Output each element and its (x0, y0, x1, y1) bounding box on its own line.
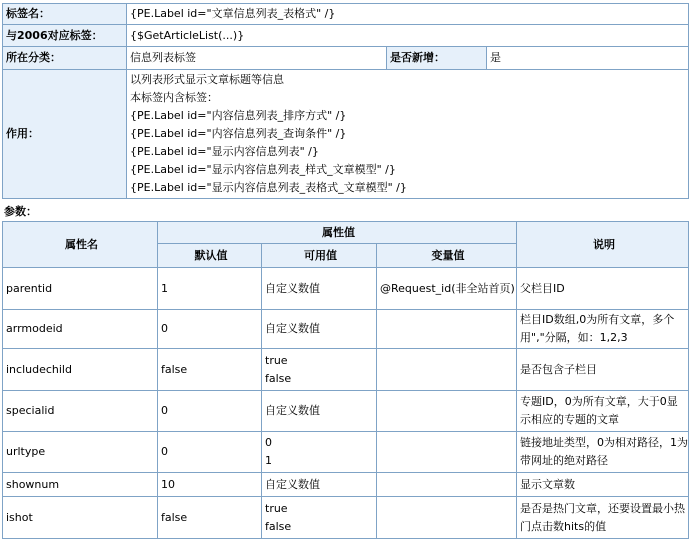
param-available (262, 349, 377, 391)
purpose-value (127, 70, 689, 199)
purpose-line: {PE.Label id="内容信息列表_查询条件" /} (130, 127, 347, 140)
param-description: 栏目ID数组,0为所有文章，多个用","分隔，如：1,2,3 (517, 310, 689, 349)
param-default: 0 (158, 310, 262, 349)
param-available (262, 268, 377, 310)
category-value: 信息列表标签 (127, 47, 387, 70)
available-option: true (265, 353, 288, 367)
available-option: true (265, 501, 288, 515)
available-option: 0 (265, 436, 272, 449)
purpose-label: 作用： (3, 70, 127, 199)
purpose-line: {PE.Label id="内容信息列表_排序方式" /} (130, 109, 347, 122)
param-name: urltype (3, 432, 158, 473)
param-default: false (158, 497, 262, 539)
params-table (2, 221, 689, 539)
param-variable: @Request_id(非全站首页) (377, 268, 517, 310)
tag-name-label: 标签名： (3, 4, 127, 25)
table-row (3, 497, 689, 539)
table-row (3, 349, 689, 391)
header-variable-value: 变量值 (377, 244, 517, 268)
param-available (262, 432, 377, 473)
legacy-tag-value: {$GetArticleList(...)} (127, 25, 689, 47)
purpose-line: {PE.Label id="显示内容信息列表" /} (130, 145, 319, 158)
param-variable (377, 473, 517, 497)
param-variable (377, 310, 517, 349)
table-row (3, 432, 689, 473)
purpose-line: {PE.Label id="显示内容信息列表_表格式_文章模型" /} (130, 181, 407, 194)
header-attr-value: 属性值 (158, 222, 517, 244)
table-row (3, 310, 689, 349)
header-default-value: 默认值 (158, 244, 262, 268)
is-new-label: 是否新增： (387, 47, 487, 70)
param-variable (377, 349, 517, 391)
param-variable (377, 391, 517, 432)
legacy-tag-label: 与2006对应标签： (3, 25, 127, 47)
param-name: arrmodeid (3, 310, 158, 349)
param-variable (377, 497, 517, 539)
available-option: 1 (265, 454, 272, 467)
available-option: 自定义数值 (265, 477, 320, 491)
param-description: 是否是热门文章，还要设置最小热门点击数hits的值 (517, 497, 689, 539)
param-description: 专题ID，0为所有文章，大于0显示相应的专题的文章 (517, 391, 689, 432)
table-row (3, 473, 689, 497)
param-default: 1 (158, 268, 262, 310)
param-name: specialid (3, 391, 158, 432)
purpose-line: 本标签内含标签： (130, 91, 218, 104)
param-available (262, 473, 377, 497)
param-name: parentid (3, 268, 158, 310)
available-option: 自定义数值 (265, 281, 320, 295)
available-option: 自定义数值 (265, 322, 320, 335)
param-default: 10 (158, 473, 262, 497)
param-description: 链接地址类型，0为相对路径，1为带网址的绝对路径 (517, 432, 689, 473)
param-name: shownum (3, 473, 158, 497)
purpose-line: 以列表形式显示文章标题等信息 (130, 73, 284, 86)
param-default: false (158, 349, 262, 391)
param-available (262, 391, 377, 432)
param-name: includechild (3, 349, 158, 391)
header-attr-name: 属性名 (3, 222, 158, 268)
param-description: 父栏目ID (517, 268, 689, 310)
category-label: 所在分类： (3, 47, 127, 70)
params-title: 参数： (4, 205, 37, 218)
header-description: 说明 (517, 222, 689, 268)
param-name: ishot (3, 497, 158, 539)
table-row (3, 268, 689, 310)
tag-name-value: {PE.Label id="文章信息列表_表格式" /} (127, 4, 689, 25)
param-available (262, 310, 377, 349)
is-new-value: 是 (487, 47, 689, 70)
header-available-value: 可用值 (262, 244, 377, 268)
param-default: 0 (158, 432, 262, 473)
table-row (3, 391, 689, 432)
param-variable (377, 432, 517, 473)
available-option: false (265, 519, 292, 533)
param-available (262, 497, 377, 539)
param-default: 0 (158, 391, 262, 432)
tag-info-table (2, 3, 689, 199)
param-description: 显示文章数 (517, 473, 689, 497)
purpose-line: {PE.Label id="显示内容信息列表_样式_文章模型" /} (130, 163, 396, 176)
available-option: 自定义数值 (265, 404, 320, 417)
param-description: 是否包含子栏目 (517, 349, 689, 391)
available-option: false (265, 371, 292, 385)
